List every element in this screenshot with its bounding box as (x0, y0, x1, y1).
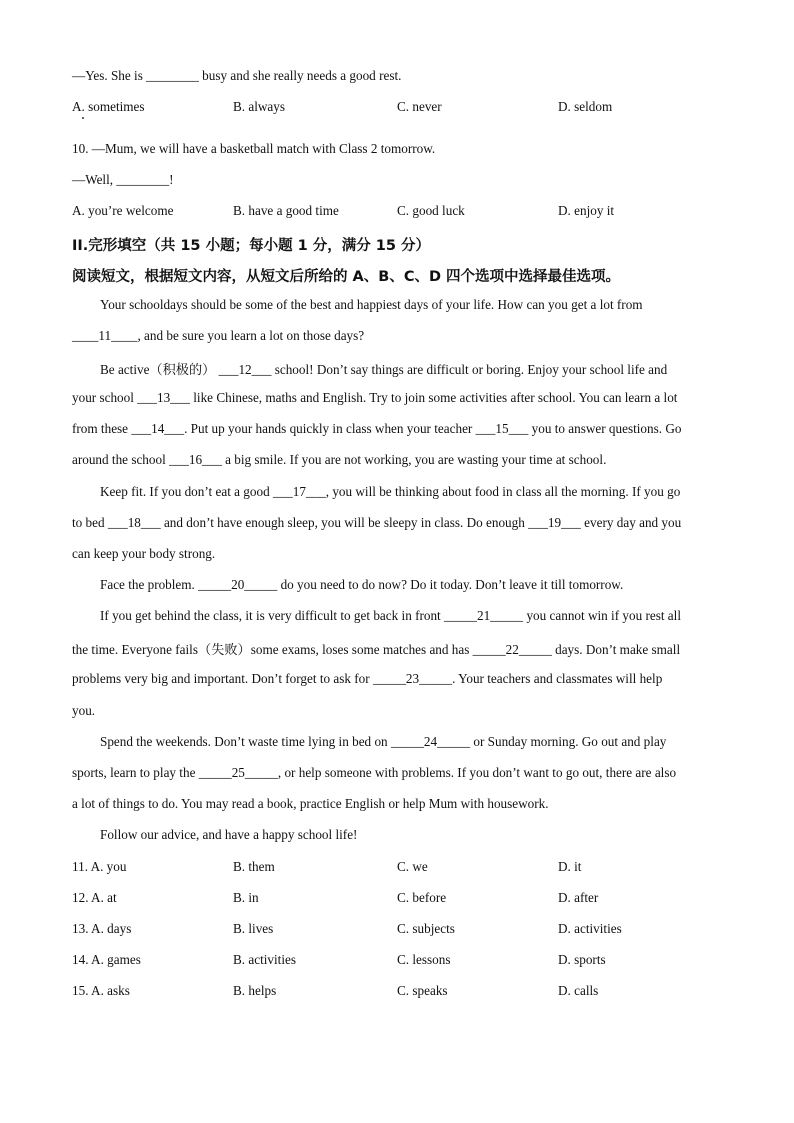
q10-option-b: B. have a good time (233, 203, 339, 218)
passage-line: ____11____, and be sure you learn a lot on those days? (72, 328, 365, 343)
q10-question: 10. —Mum, we will have a basketball match with Class 2 tomorrow. (72, 141, 436, 156)
passage-line: Face the problem. _____20_____ do you need to do now? Do it today. Don’t leave it till tomorrow. (100, 577, 624, 592)
choice-14-c: C. lessons (397, 952, 451, 967)
passage-line: If you get behind the class, it is very difficult to get back in front _____21_____ you cannot win if you rest all (100, 608, 681, 623)
blank-12: ___12___ (218, 362, 272, 377)
passage-line: a lot of things to do. You may read a book, practice English or help Mum with housework. (72, 796, 549, 811)
q10-option-a: A. you’re welcome (72, 203, 174, 218)
choice-14-d: D. sports (558, 952, 606, 967)
choice-11-b: B. them (233, 859, 275, 874)
passage-line: to bed ___18___ and don’t have enough sleep, you will be sleepy in class. Do enough ___19___ every day and you (72, 515, 682, 530)
choice-13-a: 13. A. days (72, 921, 132, 936)
choice-13-b: B. lives (233, 921, 274, 936)
choice-13-c: C. subjects (397, 921, 455, 936)
blank-20: _____20_____ (198, 577, 278, 592)
q9-option-d: D. seldom (558, 99, 613, 114)
blank-23: _____23_____ (372, 671, 453, 686)
section-instruction: 阅读短文，根据短文内容，从短文后所给的 A、B、C、D 四个选项中选择最佳选项。 (72, 269, 621, 285)
passage-line: problems very big and important. Don’t forget to ask for _____23_____. Your teachers and classmates will help (72, 671, 663, 686)
blank-19: ___19___ (528, 515, 581, 530)
passage-line: from these ___14___. Put up your hands quickly in class when your teacher ___15___ you to answer questions. Go (72, 421, 682, 436)
q9-option-c: C. never (397, 99, 442, 114)
choice-12-d: D. after (558, 890, 599, 905)
choice-11-d: D. it (558, 859, 582, 874)
passage-line: you. (72, 703, 96, 718)
blank-17: ___17___ (272, 484, 326, 499)
choice-12-b: B. in (233, 890, 259, 905)
q10-answer-line: —Well, ________! (72, 172, 174, 187)
q10-option-d: D. enjoy it (558, 203, 615, 218)
passage-line: Your schooldays should be some of the best and happiest days of your life. How can you get a lot from (100, 297, 643, 312)
choice-15-d: D. calls (558, 983, 599, 998)
blank-15: ___15___ (475, 421, 529, 436)
q9-answer-line: —Yes. She is ________ busy and she really needs a good rest. (72, 68, 402, 83)
passage-line: your school ___13___ like Chinese, maths and English. Try to join some activities after school. You can learn a lot (72, 390, 678, 405)
choice-11-a: 11. A. you (72, 859, 127, 874)
choice-15-b: B. helps (233, 983, 277, 998)
blank-18: ___18___ (107, 515, 161, 530)
choice-11-c: C. we (397, 859, 428, 874)
choice-14-b: B. activities (233, 952, 296, 967)
blank-14: ___14___ (131, 421, 185, 436)
blank-11: ____11____ (72, 328, 138, 343)
passage-line: Spend the weekends. Don’t waste time lying in bed on _____24_____ or Sunday morning. Go out and play (100, 734, 667, 749)
q9-option-a: A. sometimes (72, 99, 145, 114)
choice-15-c: C. speaks (397, 983, 448, 998)
choice-15-a: 15. A. asks (72, 983, 130, 998)
section-title: II.完形填空（共 15 小题；每小题 1 分，满分 15 分） (72, 238, 431, 254)
passage-line: can keep your body strong. (72, 546, 216, 561)
passage-line: Be active（积极的） ___12___ school! Don’t say things are difficult or boring. Enjoy your school life and (100, 362, 668, 377)
blank-16: ___16___ (169, 452, 222, 467)
choice-12-c: C. before (397, 890, 447, 905)
blank-13: ___13___ (137, 390, 190, 405)
blank-22: _____22_____ (472, 642, 552, 657)
passage-line: around the school ___16___ a big smile. If you are not working, you are wasting your time at school. (72, 452, 607, 467)
choice-12-a: 12. A. at (72, 890, 117, 905)
choice-14-a: 14. A. games (72, 952, 141, 967)
choice-13-d: D. activities (558, 921, 622, 936)
blank-25: _____25_____ (198, 765, 278, 780)
q10-option-c: C. good luck (397, 203, 465, 218)
passage-line: Follow our advice, and have a happy school life! (100, 827, 358, 842)
passage-line: the time. Everyone fails（失败）some exams, loses some matches and has _____22_____ days. Don’t make small (72, 642, 681, 657)
blank-24: _____24_____ (390, 734, 471, 749)
blank-21: _____21_____ (444, 608, 524, 623)
q9-option-b: B. always (233, 99, 286, 114)
passage-line: sports, learn to play the _____25_____, or help someone with problems. If you don’t want to go out, there are also (72, 765, 677, 780)
stray-dot (82, 117, 84, 119)
passage-line: Keep fit. If you don’t eat a good ___17___, you will be thinking about food in class all the morning. If you go (100, 484, 681, 499)
